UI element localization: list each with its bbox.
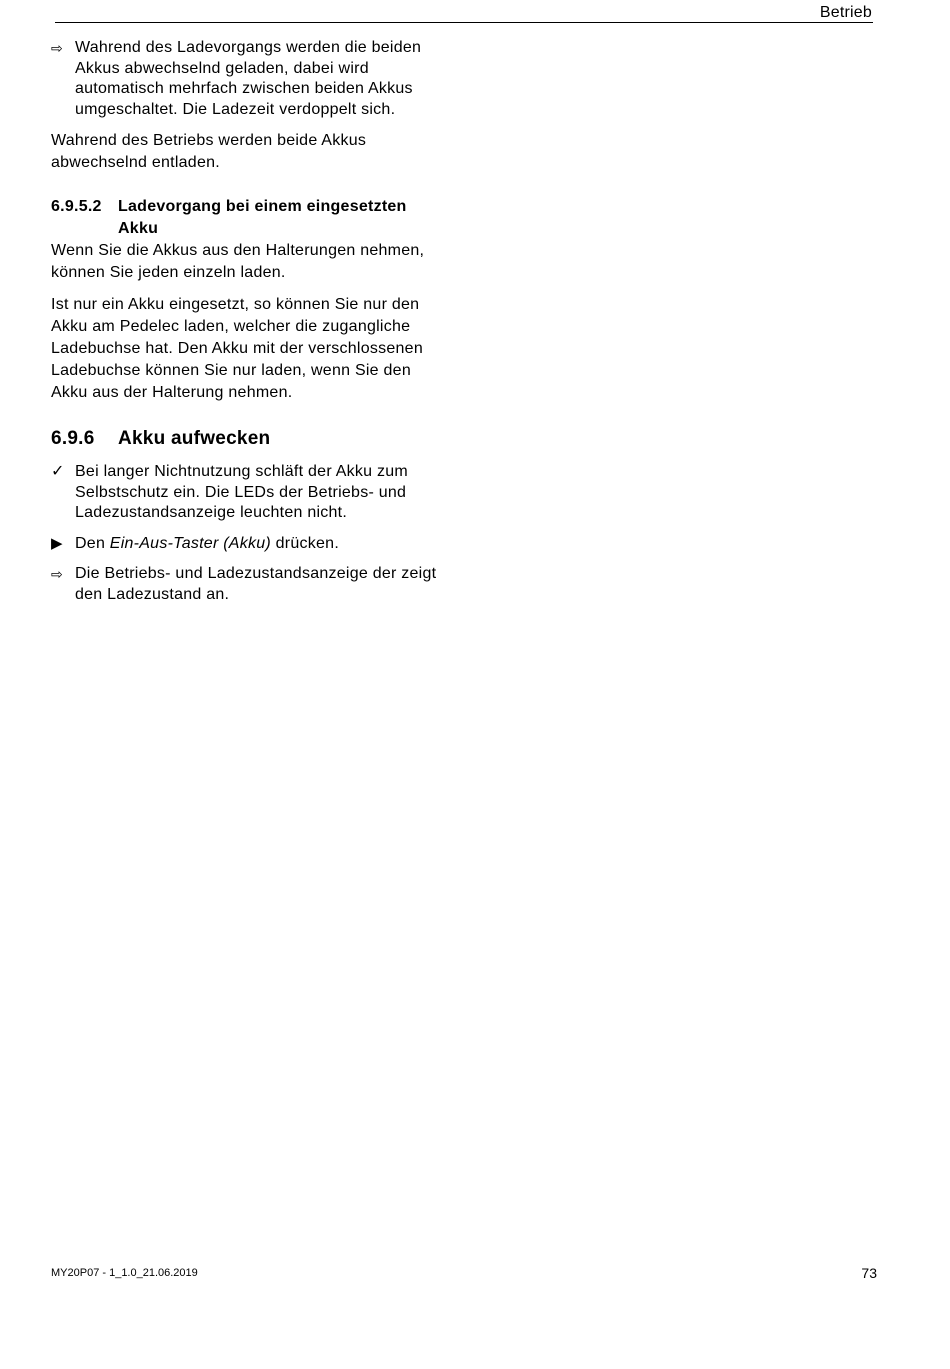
running-header-title: Betrieb xyxy=(819,4,872,21)
action-triangle-icon: ▶ xyxy=(51,534,63,552)
heading-title: Akku aufwecken xyxy=(118,428,271,449)
text-column xyxy=(51,38,441,615)
checkmark-icon: ✓ xyxy=(51,463,65,480)
paragraph: Ist nur ein Akku eingesetzt, so können Sie nur den Akku am Pedelec laden, welcher die zugangliche Ladebuchse hat. Den Akku mit der verschlossenen Ladebuchse können Sie nur laden, wenn Sie den Akku aus der Halterung nehmen. xyxy=(51,296,423,401)
header-rule xyxy=(55,22,873,23)
action-item xyxy=(51,534,441,555)
footer-page-number: 73 xyxy=(861,1265,877,1281)
paragraph: Wenn Sie die Akkus aus den Halterungen nehmen, können Sie jeden einzeln laden. xyxy=(51,242,425,281)
result-item xyxy=(51,564,441,605)
precondition-text: Bei langer Nichtnutzung schläft der Akku zum Selbstschutz ein. Die LEDs der Betriebs- und Ladezustandsanzeige leuchten nicht. xyxy=(75,463,408,521)
section-heading-6952 xyxy=(51,196,441,240)
action-prefix: Den xyxy=(75,534,110,552)
heading-title: Ladevorgang bei einem eingesetzten Akku xyxy=(118,198,407,237)
result-arrow-icon: ⇨ xyxy=(51,40,63,56)
heading-number: 6.9.5.2 xyxy=(51,198,102,215)
result-text: Wahrend des Ladevorgangs werden die beiden Akkus abwechselnd geladen, dabei wird automatisch mehrfach zwischen beiden Akkus umgeschaltet. Die Ladezeit verdoppelt sich. xyxy=(75,39,422,118)
heading-number: 6.9.6 xyxy=(51,428,95,449)
precondition-item xyxy=(51,462,441,524)
result-item xyxy=(51,38,441,120)
footer-document-id: MY20P07 - 1_1.0_21.06.2019 xyxy=(51,1267,198,1279)
paragraph: Wahrend des Betriebs werden beide Akkus abwechselnd entladen. xyxy=(51,132,367,171)
result-text: Die Betriebs- und Ladezustandsanzeige der zeigt den Ladezustand an. xyxy=(75,565,437,603)
result-arrow-icon: ⇨ xyxy=(51,566,63,582)
section-heading-696 xyxy=(51,426,441,452)
action-suffix: drücken. xyxy=(270,534,340,552)
action-emphasis: Ein-Aus-Taster (Akku) xyxy=(109,534,271,552)
